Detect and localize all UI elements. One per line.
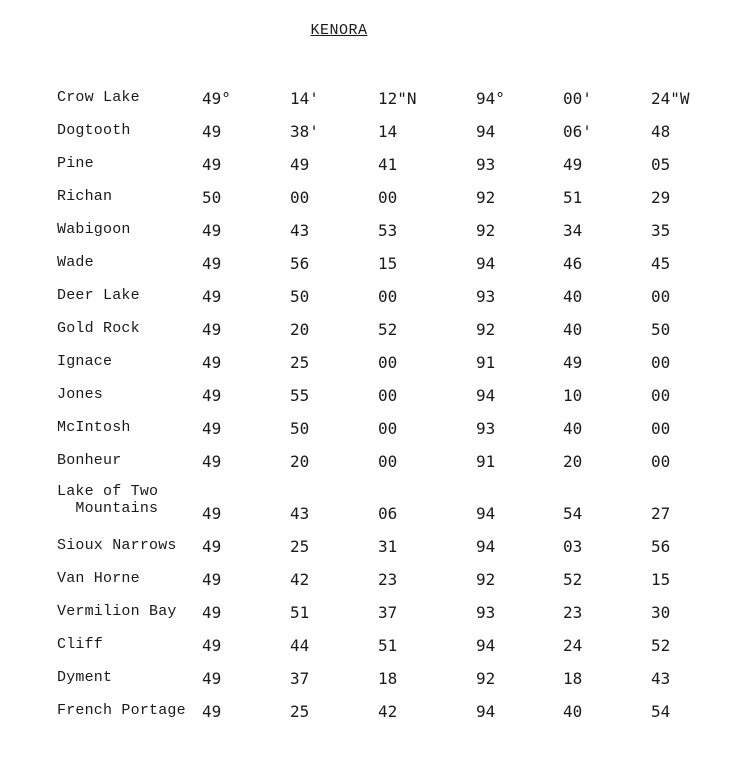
lon-seconds: 50 xyxy=(651,320,671,339)
lat-seconds: 00 xyxy=(378,353,398,372)
lat-seconds: 31 xyxy=(378,537,398,556)
lat-degrees: 49 xyxy=(202,636,222,655)
lon-degrees: 94 xyxy=(476,537,496,556)
table-row xyxy=(0,348,750,381)
lon-degrees: 92 xyxy=(476,570,496,589)
table-row xyxy=(0,282,750,315)
lat-degrees: 49 xyxy=(202,287,222,306)
lat-seconds: 00 xyxy=(378,452,398,471)
lon-degrees: 93 xyxy=(476,603,496,622)
lat-seconds: 00 xyxy=(378,386,398,405)
lat-seconds: 15 xyxy=(378,254,398,273)
lon-seconds: 27 xyxy=(651,504,671,523)
lon-degrees: 92 xyxy=(476,320,496,339)
table-row xyxy=(0,249,750,282)
lon-degrees: 94 xyxy=(476,636,496,655)
location-name: Pine xyxy=(57,155,94,172)
location-name: Lake of Two Mountains xyxy=(57,483,159,517)
lon-seconds: 35 xyxy=(651,221,671,240)
location-name: Gold Rock xyxy=(57,320,140,337)
location-name: Deer Lake xyxy=(57,287,140,304)
lon-minutes: 52 xyxy=(563,570,583,589)
lat-minutes: 49 xyxy=(290,155,310,174)
lat-seconds: 41 xyxy=(378,155,398,174)
lon-minutes: 49 xyxy=(563,353,583,372)
lat-degrees: 50 xyxy=(202,188,222,207)
lon-degrees: 91 xyxy=(476,452,496,471)
lon-degrees: 91 xyxy=(476,353,496,372)
lat-degrees: 49° xyxy=(202,89,231,108)
coordinates-table xyxy=(0,84,750,730)
lon-minutes: 10 xyxy=(563,386,583,405)
lat-seconds: 23 xyxy=(378,570,398,589)
lon-degrees: 93 xyxy=(476,287,496,306)
lat-seconds: 53 xyxy=(378,221,398,240)
table-row xyxy=(0,631,750,664)
location-name: Sioux Narrows xyxy=(57,537,177,554)
lon-degrees: 93 xyxy=(476,155,496,174)
lon-minutes: 23 xyxy=(563,603,583,622)
lon-minutes: 40 xyxy=(563,702,583,721)
lon-seconds: 00 xyxy=(651,386,671,405)
lat-minutes: 51 xyxy=(290,603,310,622)
table-row xyxy=(0,183,750,216)
lon-minutes: 06' xyxy=(563,122,592,141)
lon-seconds: 00 xyxy=(651,419,671,438)
lat-seconds: 00 xyxy=(378,287,398,306)
lon-minutes: 20 xyxy=(563,452,583,471)
lon-degrees: 94 xyxy=(476,122,496,141)
lat-minutes: 50 xyxy=(290,419,310,438)
lat-degrees: 49 xyxy=(202,537,222,556)
location-name: French Portage xyxy=(57,702,186,719)
lat-minutes: 14' xyxy=(290,89,319,108)
lon-seconds: 00 xyxy=(651,287,671,306)
lat-minutes: 38' xyxy=(290,122,319,141)
lat-seconds: 52 xyxy=(378,320,398,339)
table-row xyxy=(0,414,750,447)
lat-seconds: 18 xyxy=(378,669,398,688)
lat-minutes: 56 xyxy=(290,254,310,273)
lat-degrees: 49 xyxy=(202,452,222,471)
table-row xyxy=(0,664,750,697)
lon-seconds: 52 xyxy=(651,636,671,655)
location-name: Vermilion Bay xyxy=(57,603,177,620)
lon-degrees: 94 xyxy=(476,702,496,721)
location-name: Bonheur xyxy=(57,452,122,469)
lon-seconds: 48 xyxy=(651,122,671,141)
lon-seconds: 15 xyxy=(651,570,671,589)
lat-degrees: 49 xyxy=(202,122,222,141)
location-name: Richan xyxy=(57,188,113,205)
lat-minutes: 50 xyxy=(290,287,310,306)
lat-minutes: 25 xyxy=(290,353,310,372)
lon-minutes: 46 xyxy=(563,254,583,273)
lon-minutes: 40 xyxy=(563,419,583,438)
lon-minutes: 51 xyxy=(563,188,583,207)
lon-seconds: 05 xyxy=(651,155,671,174)
table-row xyxy=(0,216,750,249)
location-name: McIntosh xyxy=(57,419,131,436)
lon-seconds: 43 xyxy=(651,669,671,688)
lat-degrees: 49 xyxy=(202,603,222,622)
lat-degrees: 49 xyxy=(202,320,222,339)
table-row xyxy=(0,565,750,598)
lon-seconds: 29 xyxy=(651,188,671,207)
lat-seconds: 37 xyxy=(378,603,398,622)
lat-degrees: 49 xyxy=(202,504,222,523)
lat-degrees: 49 xyxy=(202,702,222,721)
page-title: KENORA xyxy=(310,22,368,39)
lon-degrees: 94 xyxy=(476,504,496,523)
lon-minutes: 49 xyxy=(563,155,583,174)
lon-degrees: 92 xyxy=(476,221,496,240)
lon-degrees: 94 xyxy=(476,386,496,405)
location-name: Wade xyxy=(57,254,94,271)
lon-minutes: 03 xyxy=(563,537,583,556)
lon-seconds: 30 xyxy=(651,603,671,622)
lat-minutes: 25 xyxy=(290,702,310,721)
lon-minutes: 24 xyxy=(563,636,583,655)
table-row xyxy=(0,381,750,414)
lon-seconds: 24"W xyxy=(651,89,690,108)
lon-minutes: 00' xyxy=(563,89,592,108)
table-row xyxy=(0,117,750,150)
table-row xyxy=(0,447,750,480)
lat-minutes: 00 xyxy=(290,188,310,207)
lat-degrees: 49 xyxy=(202,386,222,405)
lat-minutes: 43 xyxy=(290,504,310,523)
lat-seconds: 51 xyxy=(378,636,398,655)
lat-degrees: 49 xyxy=(202,570,222,589)
location-name: Crow Lake xyxy=(57,89,140,106)
lat-seconds: 00 xyxy=(378,188,398,207)
table-row xyxy=(0,598,750,631)
lon-degrees: 92 xyxy=(476,188,496,207)
location-name: Jones xyxy=(57,386,104,403)
table-row xyxy=(0,84,750,117)
table-row xyxy=(0,697,750,730)
lat-minutes: 20 xyxy=(290,320,310,339)
lon-minutes: 18 xyxy=(563,669,583,688)
lon-seconds: 56 xyxy=(651,537,671,556)
location-name: Dogtooth xyxy=(57,122,131,139)
lat-degrees: 49 xyxy=(202,419,222,438)
lon-degrees: 94° xyxy=(476,89,505,108)
lat-seconds: 00 xyxy=(378,419,398,438)
lat-minutes: 43 xyxy=(290,221,310,240)
lat-degrees: 49 xyxy=(202,155,222,174)
lon-minutes: 40 xyxy=(563,320,583,339)
lat-seconds: 12"N xyxy=(378,89,417,108)
table-row xyxy=(0,532,750,565)
lat-degrees: 49 xyxy=(202,254,222,273)
lon-degrees: 93 xyxy=(476,419,496,438)
location-name: Wabigoon xyxy=(57,221,131,238)
lat-seconds: 06 xyxy=(378,504,398,523)
lat-degrees: 49 xyxy=(202,353,222,372)
lat-seconds: 14 xyxy=(378,122,398,141)
table-row xyxy=(0,315,750,348)
lat-degrees: 49 xyxy=(202,669,222,688)
lon-degrees: 92 xyxy=(476,669,496,688)
table-row xyxy=(0,150,750,183)
lon-degrees: 94 xyxy=(476,254,496,273)
lat-minutes: 20 xyxy=(290,452,310,471)
lon-seconds: 00 xyxy=(651,353,671,372)
lon-minutes: 54 xyxy=(563,504,583,523)
lat-minutes: 42 xyxy=(290,570,310,589)
lon-seconds: 00 xyxy=(651,452,671,471)
lon-minutes: 40 xyxy=(563,287,583,306)
location-name: Cliff xyxy=(57,636,104,653)
lat-minutes: 44 xyxy=(290,636,310,655)
location-name: Van Horne xyxy=(57,570,140,587)
table-row xyxy=(0,480,750,532)
lat-minutes: 25 xyxy=(290,537,310,556)
location-name: Dyment xyxy=(57,669,113,686)
lat-minutes: 55 xyxy=(290,386,310,405)
location-name: Ignace xyxy=(57,353,113,370)
lon-minutes: 34 xyxy=(563,221,583,240)
lat-seconds: 42 xyxy=(378,702,398,721)
lon-seconds: 54 xyxy=(651,702,671,721)
lon-seconds: 45 xyxy=(651,254,671,273)
lat-minutes: 37 xyxy=(290,669,310,688)
lat-degrees: 49 xyxy=(202,221,222,240)
